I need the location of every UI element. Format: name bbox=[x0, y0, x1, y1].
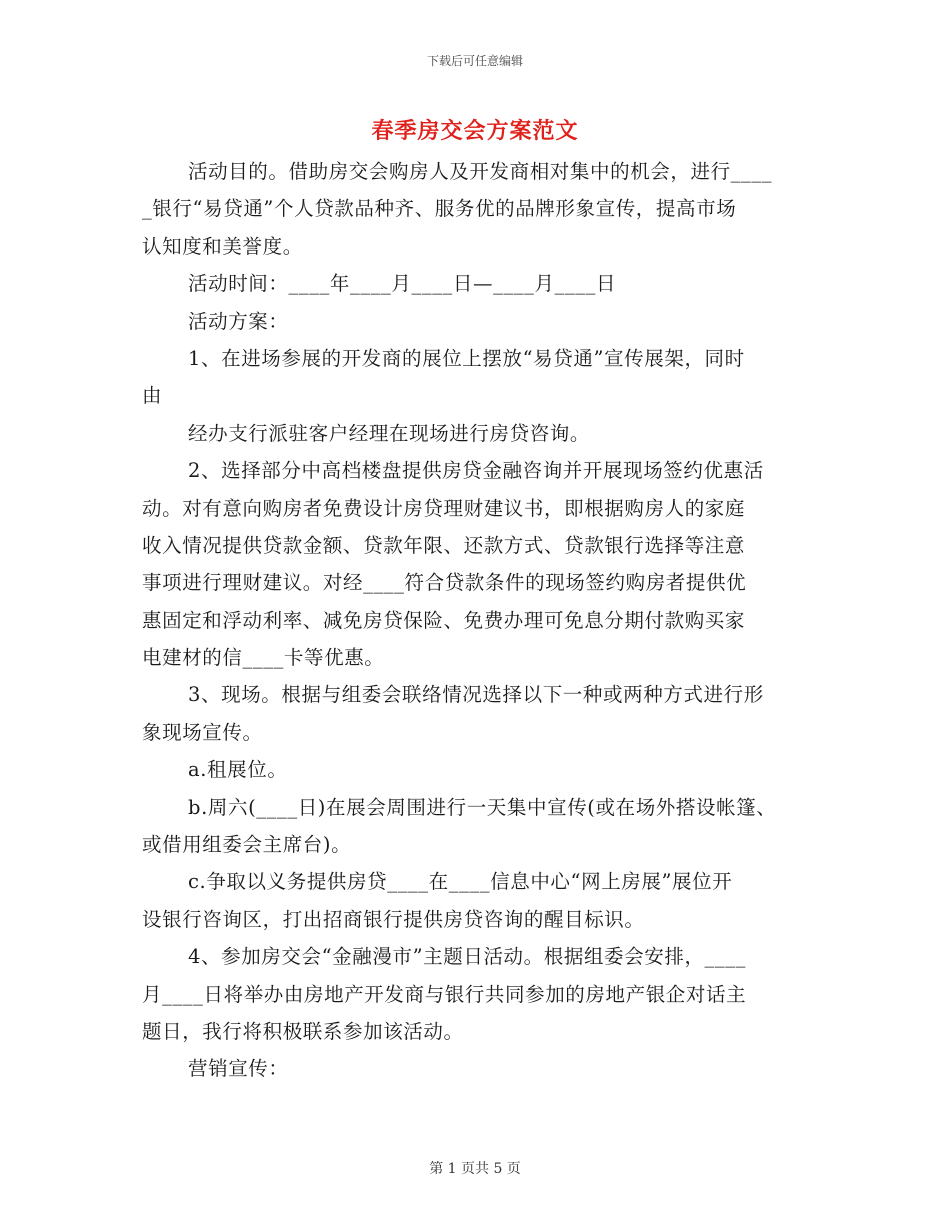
paragraph-line: b.周六(____日)在展会周围进行一天集中宣传(或在场外搭设帐篷、 bbox=[188, 795, 777, 819]
paragraph-line: a.租展位。 bbox=[188, 758, 288, 782]
paragraph-line: 事项进行理财建议。对经____符合贷款条件的现场签约购房者提供优 bbox=[142, 571, 747, 595]
document-title: 春季房交会方案范文 bbox=[371, 118, 579, 144]
paragraph-line: c.争取以义务提供房贷____在____信息中心“网上房展”展位开 bbox=[188, 870, 733, 894]
paragraph-line: 动。对有意向购房者免费设计房贷理财建议书，即根据购房人的家庭 bbox=[142, 496, 746, 520]
paragraph-line: 3、现场。根据与组委会联络情况选择以下一种或两种方式进行形 bbox=[188, 683, 764, 707]
page-number: 第 1 页共 5 页 bbox=[429, 1161, 521, 1177]
paragraph-line: 电建材的信____卡等优惠。 bbox=[142, 646, 385, 670]
paragraph-line: 经办支行派驻客户经理在现场进行房贷咨询。 bbox=[188, 421, 591, 445]
paragraph-line: 认知度和美誉度。 bbox=[142, 234, 303, 258]
document-body bbox=[142, 153, 812, 1088]
paragraph-line: 活动时间：____年____月____日—____月____日 bbox=[188, 272, 617, 296]
paragraph-line: 收入情况提供贷款金额、贷款年限、还款方式、贷款银行选择等注意 bbox=[142, 533, 746, 557]
page-header-note: 下载后可任意编辑 bbox=[426, 54, 523, 68]
paragraph-line: 题日，我行将积极联系参加该活动。 bbox=[142, 1019, 464, 1043]
paragraph-line: 惠固定和浮动利率、减免房贷保险、免费办理可免息分期付款购买家 bbox=[142, 608, 746, 632]
paragraph-line: 4、参加房交会“金融漫市”主题日活动。根据组委会安排，____ bbox=[188, 945, 746, 969]
paragraph-line: 1、在进场参展的开发商的展位上摆放“易贷通”宣传展架，同时 bbox=[188, 346, 745, 370]
paragraph-line: 设银行咨询区，打出招商银行提供房贷咨询的醒目标识。 bbox=[142, 907, 645, 931]
paragraph-line: 象现场宣传。 bbox=[142, 720, 263, 744]
paragraph-line: 由 bbox=[142, 384, 163, 408]
paragraph-line: 2、选择部分中高档楼盘提供房贷金融咨询并开展现场签约优惠活 bbox=[188, 459, 764, 483]
paragraph-line: 活动方案： bbox=[188, 309, 289, 333]
paragraph-line: 月____日将举办由房地产开发商与银行共同参加的房地产银企对话主 bbox=[142, 982, 747, 1006]
paragraph-line: 活动目的。借助房交会购房人及开发商相对集中的机会，进行____ bbox=[188, 160, 773, 183]
paragraph-line: 或借用组委会主席台)。 bbox=[142, 833, 352, 857]
paragraph-line: _银行“易贷通”个人贷款品种齐、服务优的品牌形象宣传，提高市场 bbox=[142, 197, 737, 221]
paragraph-line: 营销宣传： bbox=[188, 1057, 289, 1081]
